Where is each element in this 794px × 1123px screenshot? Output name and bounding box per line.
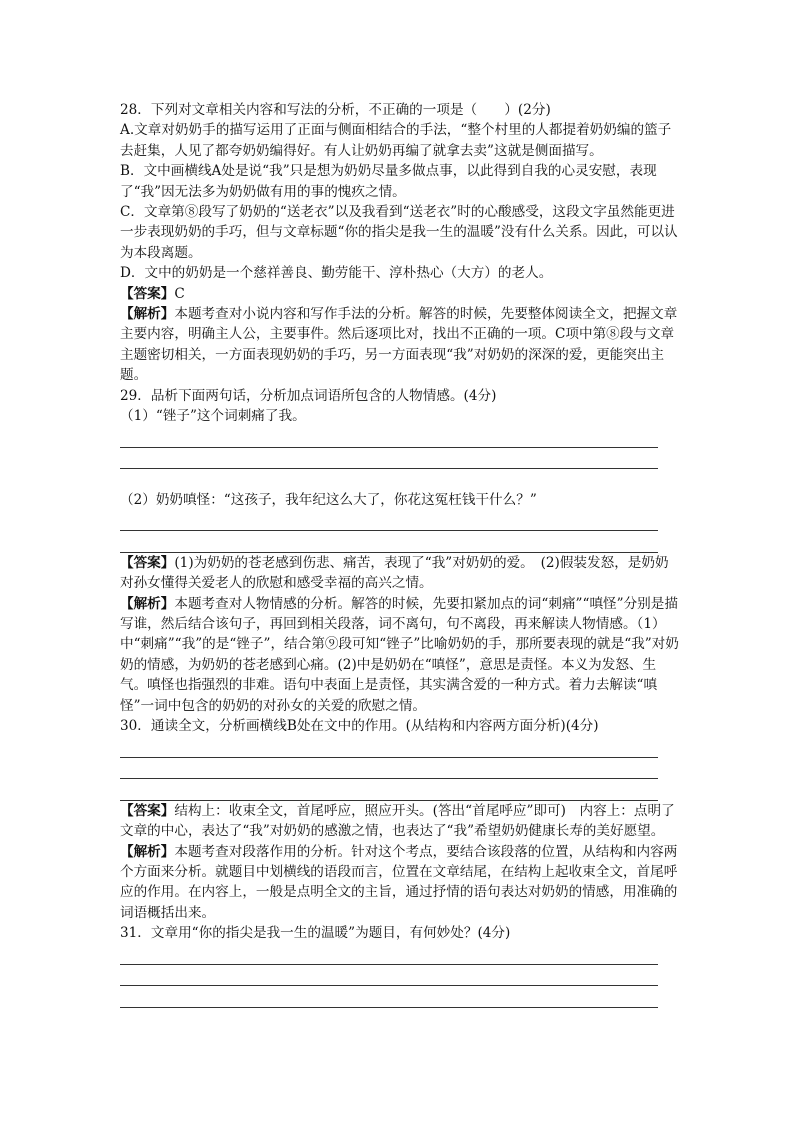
q30-analysis	[120, 842, 680, 924]
q30-analysis-text: 本题考查对段落作用的分析。针对这个考点，要结合该段落的位置，从结构和内容两个方面来分析。就题目中划横线的语段而言，位置在文章结尾，在结构上起收束全文，首尾呼应的作用。在内容上，一般是点明全文的主旨，通过抒情的语句表达对奶奶的情感，用准确的词语概括出来。	[120, 843, 678, 921]
q29-answer	[120, 553, 680, 594]
answer-line	[120, 779, 658, 800]
q29-analysis	[120, 594, 680, 716]
q28-option-d: D．文中的奶奶是一个慈祥善良、勤劳能干、淳朴热心（大方）的老人。	[120, 265, 553, 282]
q29-analysis-text: 本题考查对人物情感的分析。解答的时候，先要扣紧加点的词“刺痛”“嗔怪”分别是描写谁，然后结合该句子，再回到相关段落，词不离句，句不离段，再来解读人物情感。（1）中“刺痛”“我”的是“锉子”，结合第⑨段可知“锉子”比喻奶奶的手，那所要表现的就是“我”对奶奶的情感，为奶奶的苍老感到心痛。(2)中是奶奶在“嗔怪”，意思是责怪。本义为发怒、生气。嗔怪也指强烈的非难。语句中表面上是责怪，其实满含爱的一种方式。着力去解读“嗔怪”一词中包含的奶奶的对孙女的关爱的欣慰之情。	[120, 595, 679, 714]
answer-tag: 【答案】	[120, 285, 175, 302]
q28-analysis-text: 本题考查对小说内容和写作手法的分析。解答的时候，先要整体阅读全文，把握文章主要内容，明确主人公，主要事件。然后逐项比对，找出不正确的一项。C项中第⑧段与文章主题密切相关，一方面表现奶奶的手巧，另一方面表现“我”对奶奶的深深的爱，更能突出主题。	[120, 306, 678, 384]
analysis-tag: 【解析】	[120, 306, 175, 323]
analysis-tag: 【解析】	[120, 843, 175, 860]
answer-line	[120, 737, 658, 758]
spacer	[120, 469, 680, 489]
q29-sub2: （2）奶奶嗔怪：“这孩子，我年纪这么大了，你花这冤枉钱干什么？”	[120, 491, 537, 508]
q28-analysis	[120, 304, 680, 386]
q29-sub1: （1）“锉子”这个词刺痛了我。	[120, 408, 306, 425]
q30-stem: 30．通读全文，分析画横线B处在文中的作用。(从结构和内容两方面分析)(4分)	[120, 718, 599, 735]
q28-answer-text: C	[174, 285, 185, 302]
q28-option-a: A.文章对奶奶手的描写运用了正面与侧面相结合的手法，“整个村里的人都提着奶奶编的篮子去赶集，人见了都夸奶奶编得好。有人让奶奶再编了就拿去卖”这就是侧面描写。	[120, 122, 672, 159]
answer-line	[120, 965, 658, 986]
q30-answer-text: 结构上：收束全文，首尾呼应，照应开头。(答出“首尾呼应”即可) 内容上：点明了文章的中心，表达了“我”对奶奶的感激之情，也表达了“我”希望奶奶健康长寿的美好愿望。	[120, 802, 675, 840]
answer-tag: 【答案】	[120, 802, 175, 819]
q29-stem: 29．品析下面两句话，分析加点词语所包含的人物情感。(4分)	[120, 387, 497, 404]
answer-line	[120, 986, 658, 1007]
answer-tag: 【答案】	[120, 554, 175, 571]
q28-stem: 28．下列对文章相关内容和写法的分析，不正确的一项是（ ）(2分)	[120, 102, 551, 118]
answer-line	[120, 427, 658, 448]
q29-answer-text: (1)为奶奶的苍老感到伤悲、痛苦，表现了“我”对奶奶的爱。 (2)假装发怒，是奶奶对孙女懂得关爱老人的欣慰和感受幸福的高兴之情。	[120, 554, 669, 592]
answer-line	[120, 448, 658, 469]
q31-stem: 31．文章用“你的指尖是我一生的温暖”为题目，有何妙处？(4分)	[120, 925, 511, 942]
question-content	[120, 100, 680, 1008]
q28-answer	[120, 284, 680, 304]
answer-line	[120, 510, 658, 531]
analysis-tag: 【解析】	[120, 595, 175, 612]
answer-line	[120, 758, 658, 779]
q28-option-b: B．文中画横线A处是说“我”只是想为奶奶尽量多做点事，以此得到自我的心灵安慰，表现了“我”因无法多为奶奶做有用的事的愧疚之情。	[120, 163, 657, 200]
q30-answer	[120, 801, 680, 842]
q28-option-c: C．文章第⑧段写了奶奶的“送老衣”以及我看到“送老衣”时的心酸感受，这段文字虽然能更进一步表现奶奶的手巧，但与文章标题“你的指尖是我一生的温暖”没有什么关系。因此，可以认为本段离题。	[120, 204, 678, 261]
answer-line	[120, 944, 658, 965]
answer-line	[120, 531, 658, 552]
